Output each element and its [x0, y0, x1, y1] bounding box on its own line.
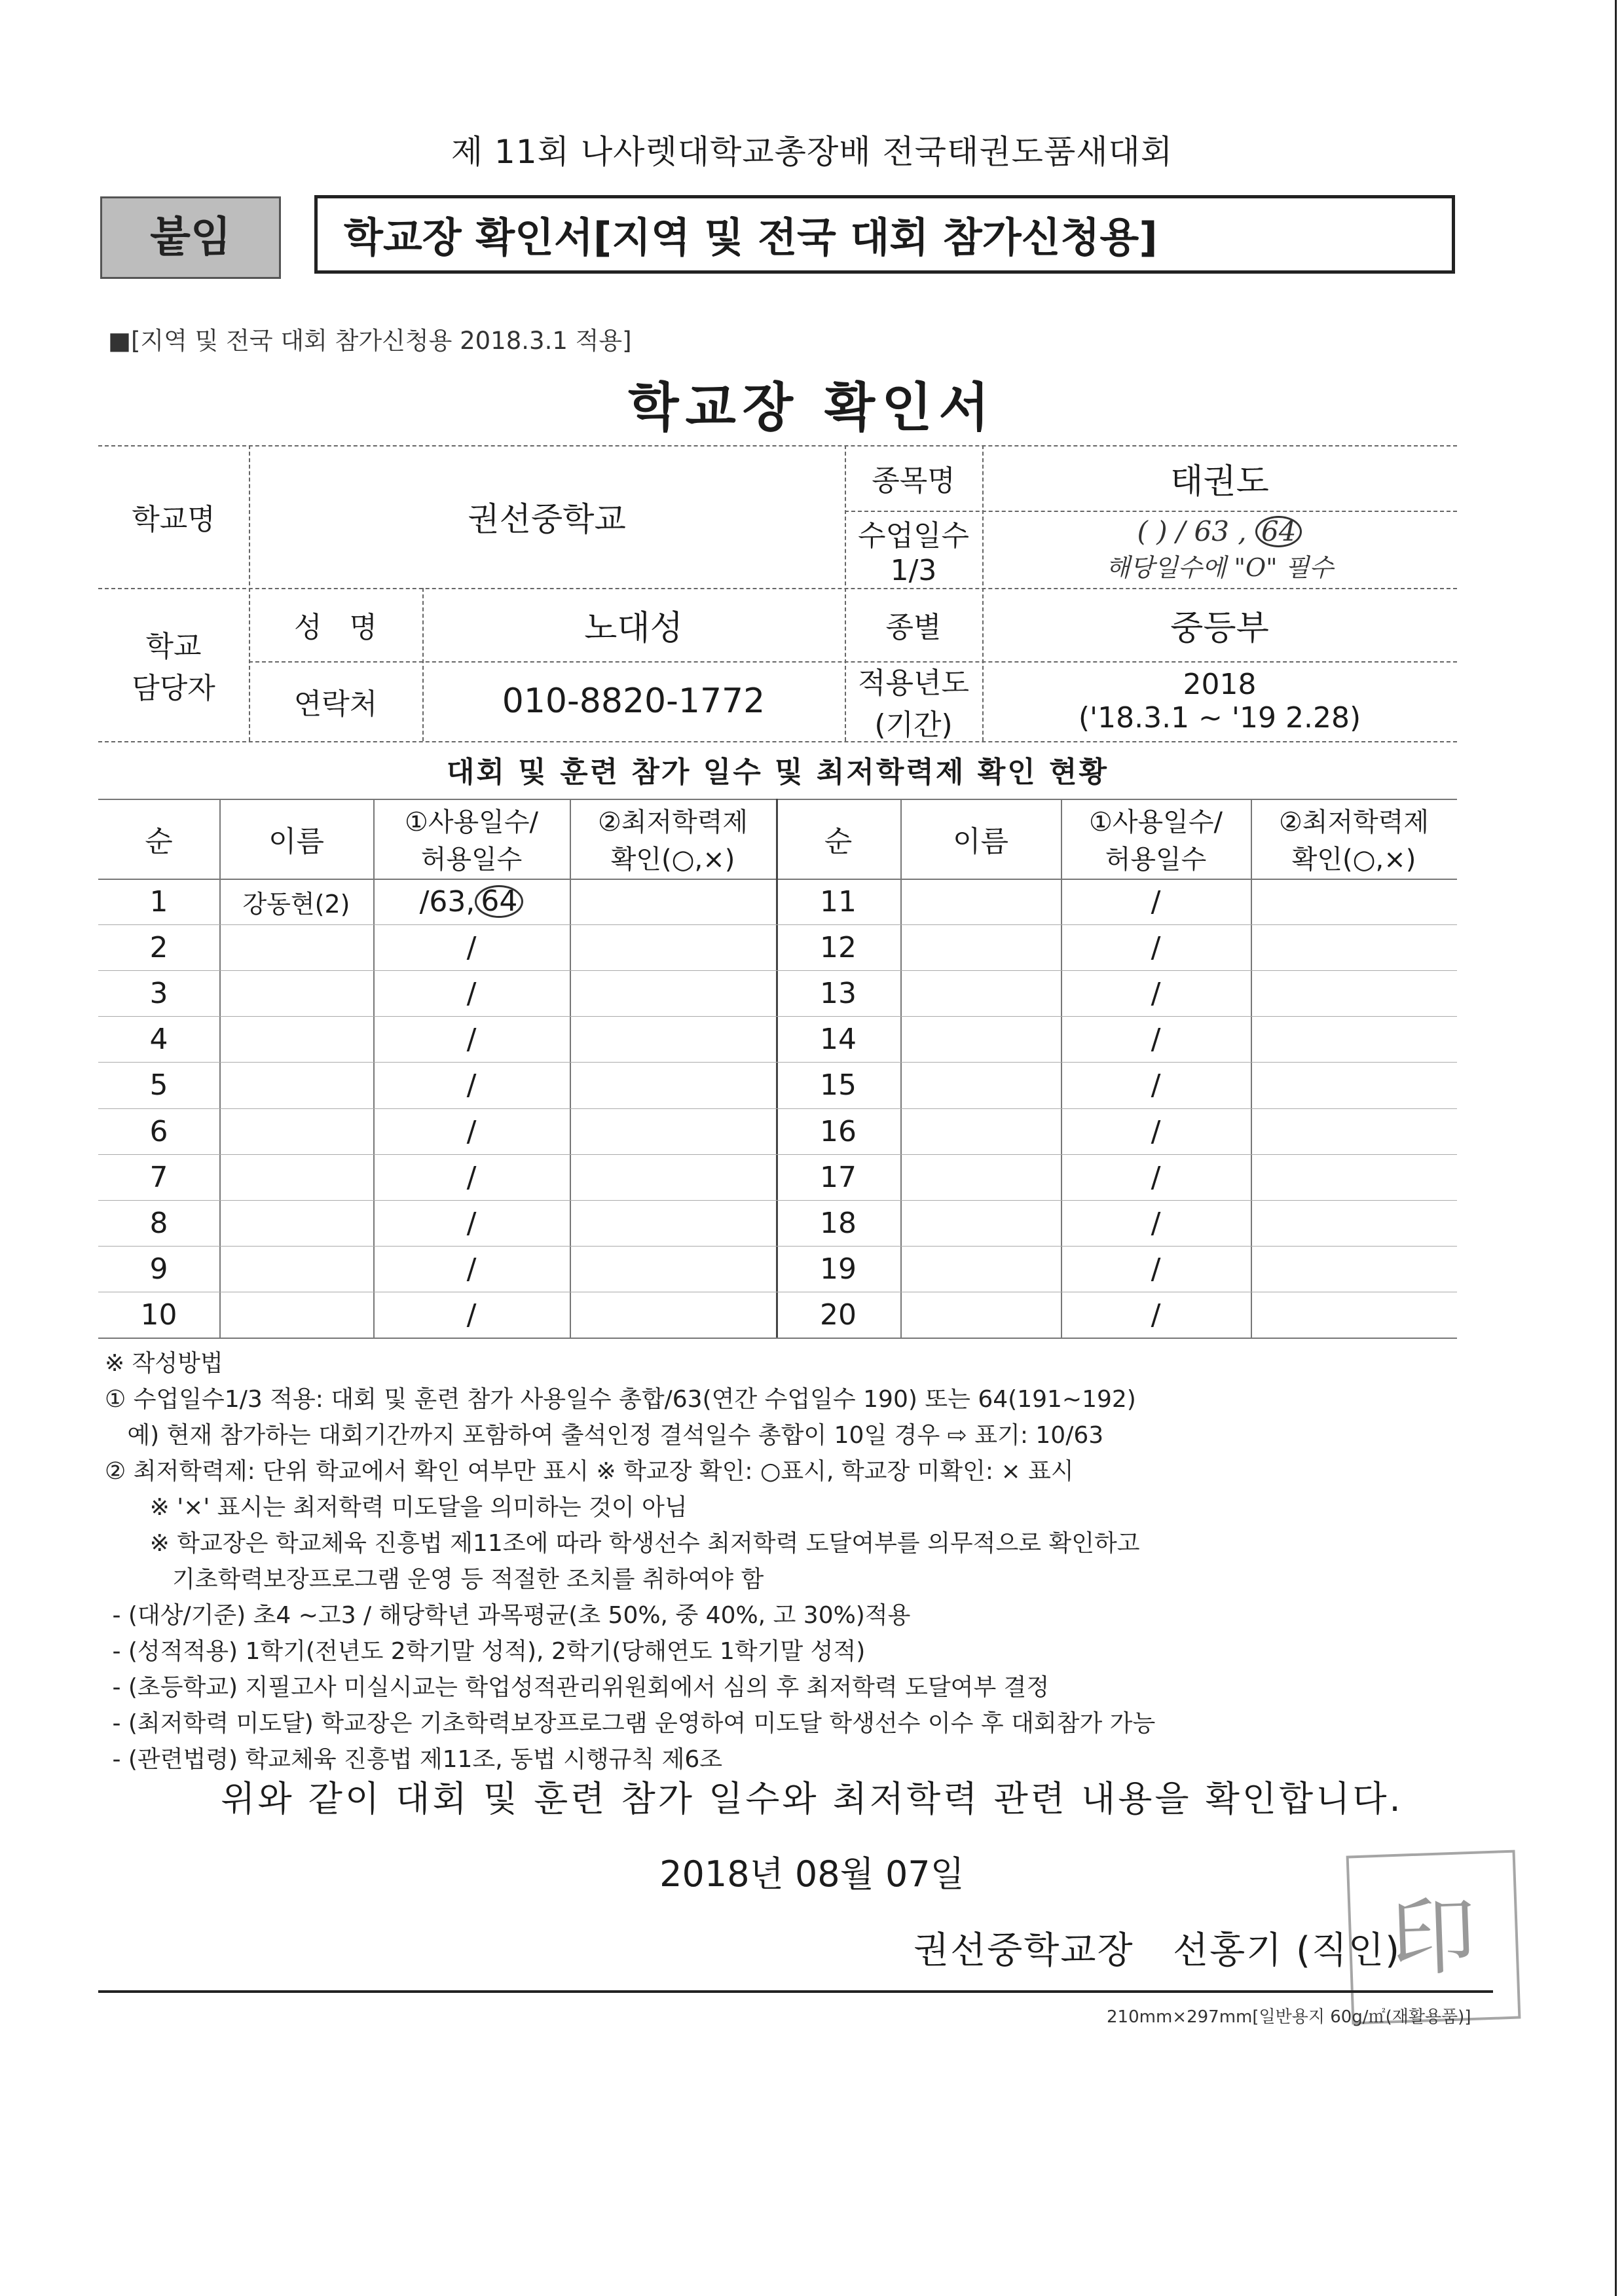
contact-value: 010-8820-1772 — [502, 682, 766, 721]
header-check-right — [1251, 799, 1457, 879]
row-check[interactable] — [570, 924, 776, 970]
row-name[interactable] — [900, 1292, 1061, 1338]
header-days-right — [1061, 799, 1251, 879]
row-number: 7 — [149, 1160, 168, 1194]
days-value-text: ( ) / 63 , — [1137, 515, 1247, 547]
seal-glyph: 印 — [1389, 1886, 1478, 1989]
header-days-line1: ①사용일수/ — [1089, 807, 1223, 837]
row-check[interactable] — [1251, 1108, 1457, 1154]
row-name[interactable] — [900, 1246, 1061, 1292]
row-name — [219, 970, 373, 1016]
row-number: 18 — [820, 1206, 857, 1240]
manager-label-line1: 학교 — [145, 630, 202, 663]
row-name — [219, 1154, 373, 1200]
event-value: 태권도 — [1170, 462, 1269, 501]
row-name — [219, 1016, 373, 1062]
confirm-sentence: 위와 같이 대회 및 훈련 참가 일수와 최저학력 관련 내용을 확인합니다. — [221, 1778, 1403, 1819]
row-name — [219, 1200, 373, 1246]
row-name — [219, 1108, 373, 1154]
row-number: 17 — [820, 1160, 857, 1194]
school-value: 권선중학교 — [468, 500, 626, 538]
header-check-line2: 확인(○,×) — [1291, 845, 1416, 875]
row-days: / — [466, 1252, 477, 1286]
instruction-line: - (최저학력 미도달) 학교장은 기초학력보장프로그램 운영하여 미도달 학생선수 이수 후 대회참가 가능 — [105, 1710, 1156, 1737]
row-number: 14 — [820, 1022, 857, 1056]
year-label — [845, 661, 982, 741]
row-number: 13 — [820, 976, 857, 1010]
days-circled-value: 64 — [1255, 516, 1302, 547]
manager-label — [98, 588, 249, 741]
row-check[interactable] — [570, 1016, 776, 1062]
row-name[interactable] — [900, 924, 1061, 970]
instruction-line: - (성적적용) 1학기(전년도 2학기말 성적), 2학기(당해연도 1학기말 성적) — [105, 1638, 866, 1665]
sign-date: 2018년 08월 07일 — [659, 1853, 965, 1895]
instruction-line: - (관련법령) 학교체육 진흥법 제11조, 동법 시행규칙 제6조 — [105, 1746, 723, 1773]
event-label: 종목명 — [872, 464, 955, 498]
row-number: 5 — [149, 1068, 168, 1102]
row-days: / — [466, 1298, 477, 1332]
row-name[interactable] — [900, 1108, 1061, 1154]
division-label: 종별 — [885, 611, 942, 644]
header-check-line1: ②최저학력제 — [1278, 807, 1430, 837]
days-value — [982, 511, 1457, 588]
days-label-line2: 1/3 — [890, 553, 937, 587]
instructions — [105, 1345, 1155, 1777]
grid-bottom — [98, 1338, 1457, 1339]
row-number: 16 — [820, 1114, 857, 1148]
row-days: / — [1151, 1252, 1161, 1286]
row-number: 3 — [149, 976, 168, 1010]
row-check[interactable] — [1251, 1246, 1457, 1292]
header-days-line1: ①사용일수/ — [405, 807, 538, 837]
instructions-lines — [105, 1381, 1155, 1777]
row-days: / — [1151, 884, 1161, 919]
row-days: / — [1151, 1298, 1161, 1332]
row-days: / — [466, 976, 477, 1010]
row-check[interactable] — [570, 1108, 776, 1154]
row-name — [219, 1062, 373, 1108]
row-check[interactable] — [1251, 879, 1457, 924]
row-days: / — [466, 1160, 477, 1194]
row-days — [373, 879, 570, 924]
paper-spec: 210mm×297mm[일반용지 60g/㎡(재활용품)] — [1107, 2007, 1471, 2027]
main-title: 학교장 확인서 — [628, 377, 996, 438]
instruction-line: - (초등학교) 지필고사 미실시교는 학업성적관리위원회에서 심의 후 최저학력 도달여부 결정 — [105, 1674, 1050, 1701]
period-value: ('18.3.1 ~ '19 2.28) — [1078, 701, 1361, 735]
form-note: ■[지역 및 전국 대회 참가신청용 2018.3.1 적용] — [108, 327, 632, 355]
header-check-line2: 확인(○,×) — [610, 845, 735, 875]
row-number: 8 — [149, 1206, 168, 1240]
row-check[interactable] — [1251, 924, 1457, 970]
row-check[interactable] — [570, 1292, 776, 1338]
row-name — [219, 1246, 373, 1292]
days-note: 해당일수에 "O" 필수 — [1105, 553, 1334, 582]
days-label — [845, 511, 982, 588]
header-check-left — [570, 799, 776, 879]
row-check[interactable] — [570, 1154, 776, 1200]
name-label: 성 명 — [294, 611, 377, 644]
row-name — [219, 1292, 373, 1338]
row-check[interactable] — [570, 1246, 776, 1292]
row-check[interactable] — [570, 879, 776, 924]
instruction-line: 기초학력보장프로그램 운영 등 적절한 조치를 취하여야 함 — [105, 1566, 764, 1593]
header-days-line2: 허용일수 — [420, 845, 523, 875]
row-number: 2 — [149, 930, 168, 964]
instruction-line: ② 최저학력제: 단위 학교에서 확인 여부만 표시 ※ 학교장 확인: ○표시, 학교장 미확인: × 표시 — [105, 1458, 1074, 1485]
row-days: / — [1151, 1114, 1161, 1148]
contact-label: 연락처 — [293, 687, 378, 721]
row-check[interactable] — [1251, 1062, 1457, 1108]
row-number: 11 — [820, 884, 857, 919]
instructions-heading: ※ 작성방법 — [105, 1350, 223, 1377]
signature-line: 권선중학교장 선홍기 (직인) — [913, 1929, 1401, 1972]
row-check[interactable] — [1251, 1292, 1457, 1338]
row-days-circled: 64 — [475, 885, 523, 918]
year-value-line1: 2018 — [1183, 668, 1257, 701]
row-name[interactable] — [900, 1016, 1061, 1062]
instruction-line: ※ 학교장은 학교체육 진흥법 제11조에 따라 학생선수 최저학력 도달여부를 의무적으로 확인하고 — [105, 1530, 1140, 1557]
header-check-line1: ②최저학력제 — [597, 807, 748, 837]
attachment-label: 붙임 — [100, 196, 281, 279]
row-number: 15 — [820, 1068, 857, 1102]
instruction-line: ① 수업일수1/3 적용: 대회 및 훈련 참가 사용일수 총합/63(연간 수업일수 190) 또는 64(191~192) — [105, 1386, 1136, 1413]
row-check[interactable] — [570, 1062, 776, 1108]
school-label: 학교명 — [132, 503, 215, 536]
row-number: 12 — [820, 930, 857, 964]
row-days: / — [466, 1114, 477, 1148]
year-label-line1: 적용년도 — [857, 666, 969, 700]
name-value: 노대성 — [584, 608, 683, 648]
division-value: 중등부 — [1170, 608, 1269, 648]
row-check[interactable] — [1251, 1154, 1457, 1200]
row-name[interactable] — [900, 1200, 1061, 1246]
row-number: 19 — [820, 1252, 857, 1286]
row-number: 6 — [149, 1114, 168, 1148]
row-number: 1 — [149, 884, 168, 919]
row-check[interactable] — [570, 970, 776, 1016]
row-days: / — [1151, 1022, 1161, 1056]
row-days: / — [466, 1068, 477, 1102]
row-number: 4 — [149, 1022, 168, 1056]
row-name[interactable] — [900, 1062, 1061, 1108]
row-days: / — [1151, 930, 1161, 964]
row-name[interactable] — [900, 879, 1061, 924]
row-days: / — [466, 1022, 477, 1056]
row-name — [219, 924, 373, 970]
event-title: 제 11회 나사렛대학교총장배 전국태권도품새대회 — [451, 133, 1173, 171]
row-name[interactable] — [900, 970, 1061, 1016]
row-days: / — [1151, 1068, 1161, 1102]
year-label-line2: (기간) — [874, 708, 953, 742]
instruction-line: 예) 현재 참가하는 대회기간까지 포함하여 출석인정 결석일수 총합이 10일 경우 ⇨ 표기: 10/63 — [105, 1422, 1104, 1449]
year-value — [982, 661, 1457, 741]
row-number: 10 — [140, 1298, 177, 1332]
instruction-line: ※ '×' 표시는 최저학력 미도달을 의미하는 것이 아님 — [105, 1494, 688, 1521]
row-number: 20 — [820, 1298, 857, 1332]
header-days-left — [373, 799, 570, 879]
header-name-left: 이름 — [268, 825, 324, 858]
row-days: / — [1151, 1206, 1161, 1240]
row-days: / — [466, 1206, 477, 1240]
row-days: / — [1151, 1160, 1161, 1194]
row-check[interactable] — [1251, 1200, 1457, 1246]
info-table-bottom — [98, 741, 1457, 742]
row-name[interactable] — [900, 1154, 1061, 1200]
row-check[interactable] — [570, 1200, 776, 1246]
header-days-line2: 허용일수 — [1105, 845, 1207, 875]
row-name: 강동현(2) — [242, 889, 350, 919]
header-no-left: 순 — [145, 825, 173, 858]
row-days: / — [466, 930, 477, 964]
header-no-right: 순 — [824, 825, 853, 858]
row-check[interactable] — [1251, 970, 1457, 1016]
attendance-title: 대회 및 훈련 참가 일수 및 최저학력제 확인 현황 — [446, 756, 1109, 789]
manager-label-line2: 담당자 — [132, 672, 215, 705]
scan-edge-line — [1615, 0, 1617, 2296]
days-label-line1: 수업일수 — [857, 519, 969, 553]
row-days: / — [1151, 976, 1161, 1010]
header-name-right: 이름 — [952, 825, 1008, 858]
row-number: 9 — [149, 1252, 168, 1286]
instruction-line: - (대상/기준) 초4 ~고3 / 해당학년 과목평균(초 50%, 중 40%, 고 30%)적용 — [105, 1602, 911, 1629]
row-days-text: /63, — [419, 884, 475, 919]
row-check[interactable] — [1251, 1016, 1457, 1062]
bottom-rule — [98, 1990, 1493, 1993]
form-title: 학교장 확인서[지역 및 전국 대회 참가신청용] — [314, 195, 1455, 274]
days-value-line — [1137, 515, 1302, 547]
